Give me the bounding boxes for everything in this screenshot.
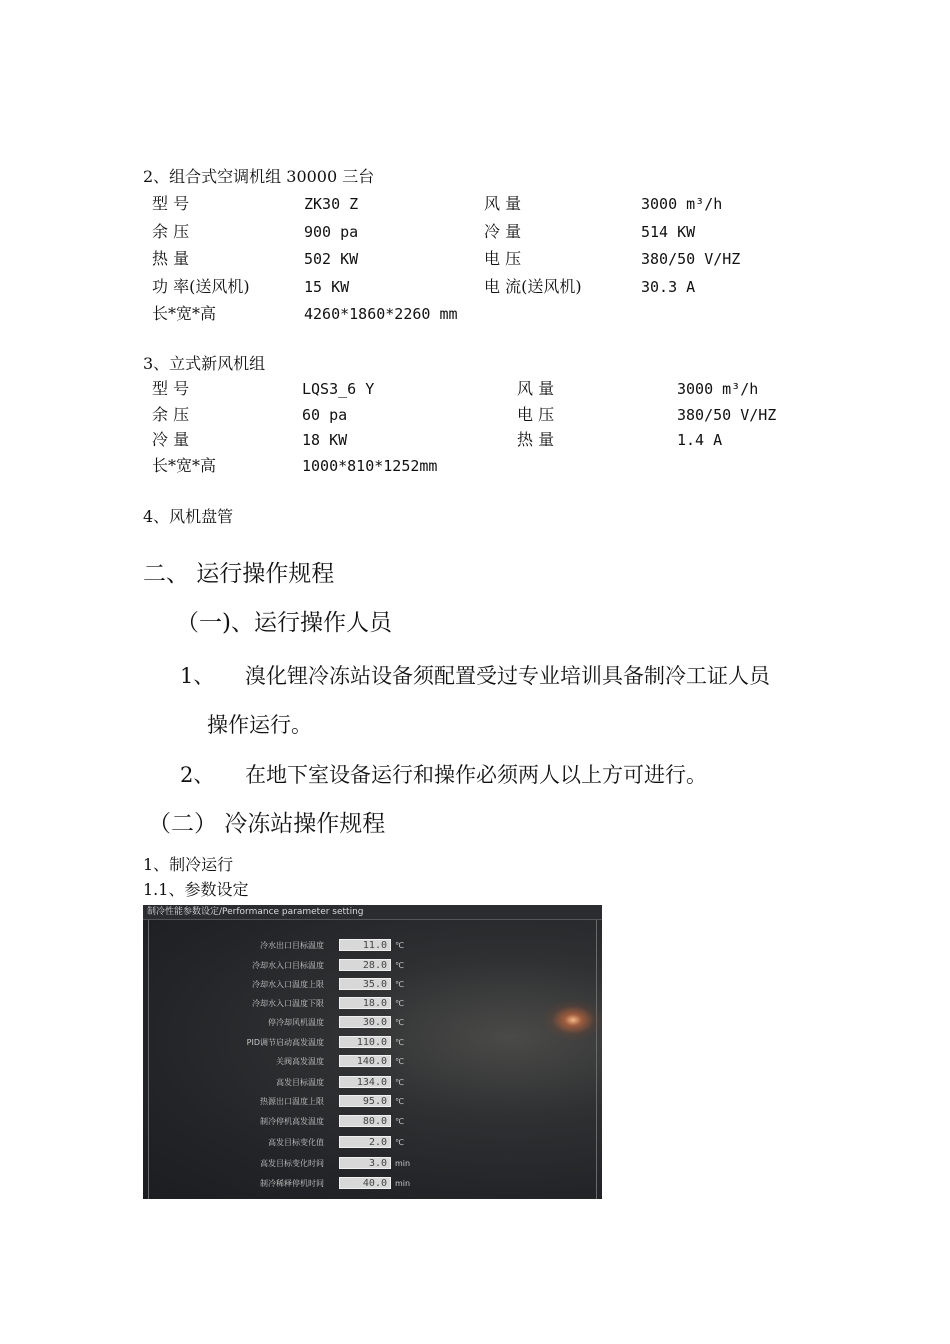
- parameter-label: 高发目标变化值: [268, 1138, 324, 1147]
- subheading-operators: （一)、运行操作人员: [176, 610, 392, 636]
- parameter-row: [149, 978, 596, 992]
- parameter-row: [149, 1016, 596, 1030]
- section2-cell: 502 KW: [304, 250, 359, 268]
- section3-title: 3、立式新风机组: [143, 354, 266, 373]
- section2-cell: 电 流(送风机): [484, 276, 582, 296]
- section3-cell: 1000*810*1252mm: [302, 457, 438, 476]
- parameter-value-input[interactable]: 11.0: [339, 939, 391, 951]
- section2-cell: 热 量: [152, 249, 190, 268]
- parameter-unit: min: [395, 1159, 411, 1168]
- parameter-value-input[interactable]: 110.0: [339, 1036, 391, 1048]
- parameter-value-input[interactable]: 3.0: [339, 1157, 391, 1169]
- section2-cell: 30.3 A: [641, 277, 696, 296]
- parameter-label: 冷却水入口目标温度: [252, 961, 324, 970]
- section2-cell: 4260*1860*2260 mm: [304, 305, 458, 323]
- parameter-value-input[interactable]: 134.0: [339, 1076, 391, 1088]
- parameter-unit: ℃: [395, 1038, 404, 1047]
- section3-cell: 1.4 A: [677, 431, 723, 450]
- parameter-label: 制冷停机高发温度: [260, 1117, 324, 1126]
- item2-number: 2、: [180, 763, 215, 787]
- item1-text: 溴化锂冷冻站设备须配置受过专业培训具备制冷工证人员: [245, 664, 770, 688]
- section3-cell: 380/50 V/HZ: [677, 405, 777, 424]
- parameter-unit: ℃: [395, 999, 404, 1008]
- section3-cell: 热 量: [517, 430, 555, 450]
- parameter-label: 冷却水入口温度下限: [252, 999, 324, 1008]
- section2-cell: 514 KW: [641, 222, 696, 241]
- parameter-row: [149, 1177, 596, 1191]
- parameter-unit: ℃: [395, 1097, 404, 1106]
- section2-cell: 冷 量: [484, 221, 522, 241]
- paragraph-parameter-setting: 1.1、参数设定: [143, 880, 249, 899]
- parameter-label: 停冷却风机温度: [268, 1018, 324, 1027]
- light-reflection: [543, 1000, 602, 1040]
- parameter-value-input[interactable]: 95.0: [339, 1095, 391, 1107]
- item1-number: 1、: [180, 664, 215, 688]
- parameter-label: 冷水出口目标温度: [260, 941, 324, 950]
- panel-title: 制冷性能参数设定/Performance parameter setting: [143, 905, 602, 920]
- parameter-unit: ℃: [395, 1057, 404, 1066]
- control-panel-photo: [143, 905, 602, 1199]
- parameter-label: 高发目标温度: [276, 1078, 324, 1087]
- parameter-row: [149, 939, 596, 953]
- section2-cell: 功 率(送风机): [152, 276, 250, 296]
- parameter-value-input[interactable]: 2.0: [339, 1136, 391, 1148]
- subheading-station-rules: （二） 冷冻站操作规程: [148, 811, 386, 837]
- section2-cell: 型 号: [152, 194, 190, 213]
- parameter-unit: ℃: [395, 980, 404, 989]
- section2-cell: 风 量: [484, 194, 522, 213]
- section2-cell: ZK30 Z: [304, 195, 359, 213]
- parameter-label: 高发目标变化时间: [260, 1159, 324, 1168]
- parameter-value-input[interactable]: 28.0: [339, 959, 391, 971]
- parameter-row: [149, 1136, 596, 1150]
- section3-cell: 型 号: [152, 379, 190, 398]
- section2-title: 2、组合式空调机组 30000 三台: [143, 167, 375, 186]
- section2-cell: 380/50 V/HZ: [641, 250, 741, 268]
- section2-cell: 900 pa: [304, 222, 359, 241]
- parameter-unit: min: [395, 1179, 411, 1188]
- parameter-label: 热源出口温度上限: [260, 1097, 324, 1106]
- parameter-row: [149, 1055, 596, 1069]
- parameter-row: [149, 1076, 596, 1090]
- parameter-unit: ℃: [395, 1138, 404, 1147]
- parameter-row: [149, 997, 596, 1011]
- section2-cell: 长*宽*高: [152, 304, 217, 323]
- section2-cell: 3000 m³/h: [641, 195, 723, 213]
- parameter-label: PID调节启动高发温度: [246, 1038, 324, 1047]
- section3-cell: 3000 m³/h: [677, 380, 759, 398]
- chapter-heading: 二、 运行操作规程: [143, 561, 335, 587]
- parameter-row: [149, 1157, 596, 1171]
- parameter-label: 关阀高发温度: [276, 1057, 324, 1066]
- parameter-unit: ℃: [395, 1018, 404, 1027]
- parameter-list: [148, 920, 597, 1199]
- section3-cell: 60 pa: [302, 405, 348, 424]
- section3-cell: 长*宽*高: [152, 456, 217, 476]
- paragraph-cooling-run: 1、制冷运行: [143, 855, 234, 874]
- section3-cell: 余 压: [152, 404, 190, 424]
- parameter-label: 制冷稀释停机时间: [260, 1179, 324, 1188]
- parameter-unit: ℃: [395, 961, 404, 970]
- parameter-row: [149, 959, 596, 973]
- parameter-value-input[interactable]: 80.0: [339, 1115, 391, 1127]
- parameter-unit: ℃: [395, 1078, 404, 1087]
- section2-cell: 余 压: [152, 221, 190, 241]
- section4-title: 4、风机盘管: [143, 507, 234, 526]
- item2-text: 在地下室设备运行和操作必须两人以上方可进行。: [245, 763, 707, 787]
- section2-cell: 15 KW: [304, 277, 350, 296]
- section3-cell: 风 量: [517, 379, 555, 398]
- section3-cell: 18 KW: [302, 431, 348, 450]
- parameter-row: [149, 1036, 596, 1050]
- parameter-row: [149, 1115, 596, 1129]
- parameter-value-input[interactable]: 30.0: [339, 1016, 391, 1028]
- section3-cell: 冷 量: [152, 430, 190, 450]
- parameter-label: 冷却水入口温度上限: [252, 980, 324, 989]
- parameter-value-input[interactable]: 140.0: [339, 1055, 391, 1067]
- section2-cell: 电 压: [484, 249, 522, 268]
- parameter-unit: ℃: [395, 941, 404, 950]
- item1-continuation: 操作运行。: [207, 713, 312, 737]
- parameter-value-input[interactable]: 18.0: [339, 997, 391, 1009]
- parameter-value-input[interactable]: 40.0: [339, 1177, 391, 1189]
- section3-cell: 电 压: [517, 404, 555, 424]
- parameter-row: [149, 1095, 596, 1109]
- parameter-value-input[interactable]: 35.0: [339, 978, 391, 990]
- parameter-unit: ℃: [395, 1117, 404, 1126]
- section3-cell: LQS3_6 Y: [302, 380, 375, 398]
